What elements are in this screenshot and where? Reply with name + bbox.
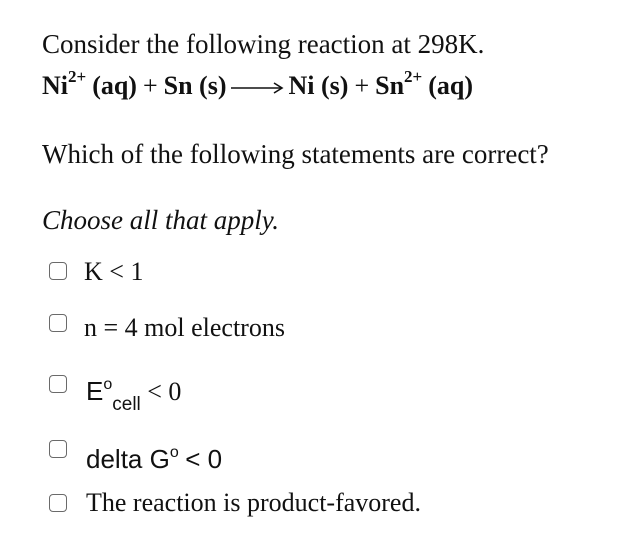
reaction-arrow-icon — [229, 79, 285, 95]
option-label: The reaction is product-favored. — [86, 488, 421, 517]
option-label: $E^o_{cell} < 0$ — [86, 376, 182, 415]
product-ni: Ni (s) — [288, 71, 349, 100]
choose-all-instructions: Choose all that apply. — [42, 205, 280, 235]
plus-sign: + — [142, 71, 158, 100]
option-label: K < 1 — [84, 257, 144, 286]
checkbox[interactable] — [49, 494, 67, 512]
checkbox[interactable] — [49, 375, 67, 393]
reactant-ni-ion: $Ni^{2+}$ — [42, 67, 87, 100]
reactant-ni-state: (aq) — [92, 71, 137, 100]
product-sn-state: (aq) — [428, 71, 473, 100]
checkbox[interactable] — [49, 440, 67, 458]
question-prompt: Which of the following statements are correct? — [42, 139, 549, 169]
option-label: delta $G^o < 0$ — [86, 444, 223, 474]
option-label: n = 4 mol electrons — [84, 313, 285, 342]
reaction-equation — [42, 68, 473, 104]
plus-sign: + — [354, 71, 370, 100]
product-sn-ion: $Sn^{2+}$ — [375, 67, 423, 100]
question-intro: Consider the following reaction at 298K. — [42, 29, 485, 59]
checkbox[interactable] — [49, 262, 67, 280]
reactant-sn: Sn (s) — [163, 71, 227, 100]
checkbox[interactable] — [49, 314, 67, 332]
